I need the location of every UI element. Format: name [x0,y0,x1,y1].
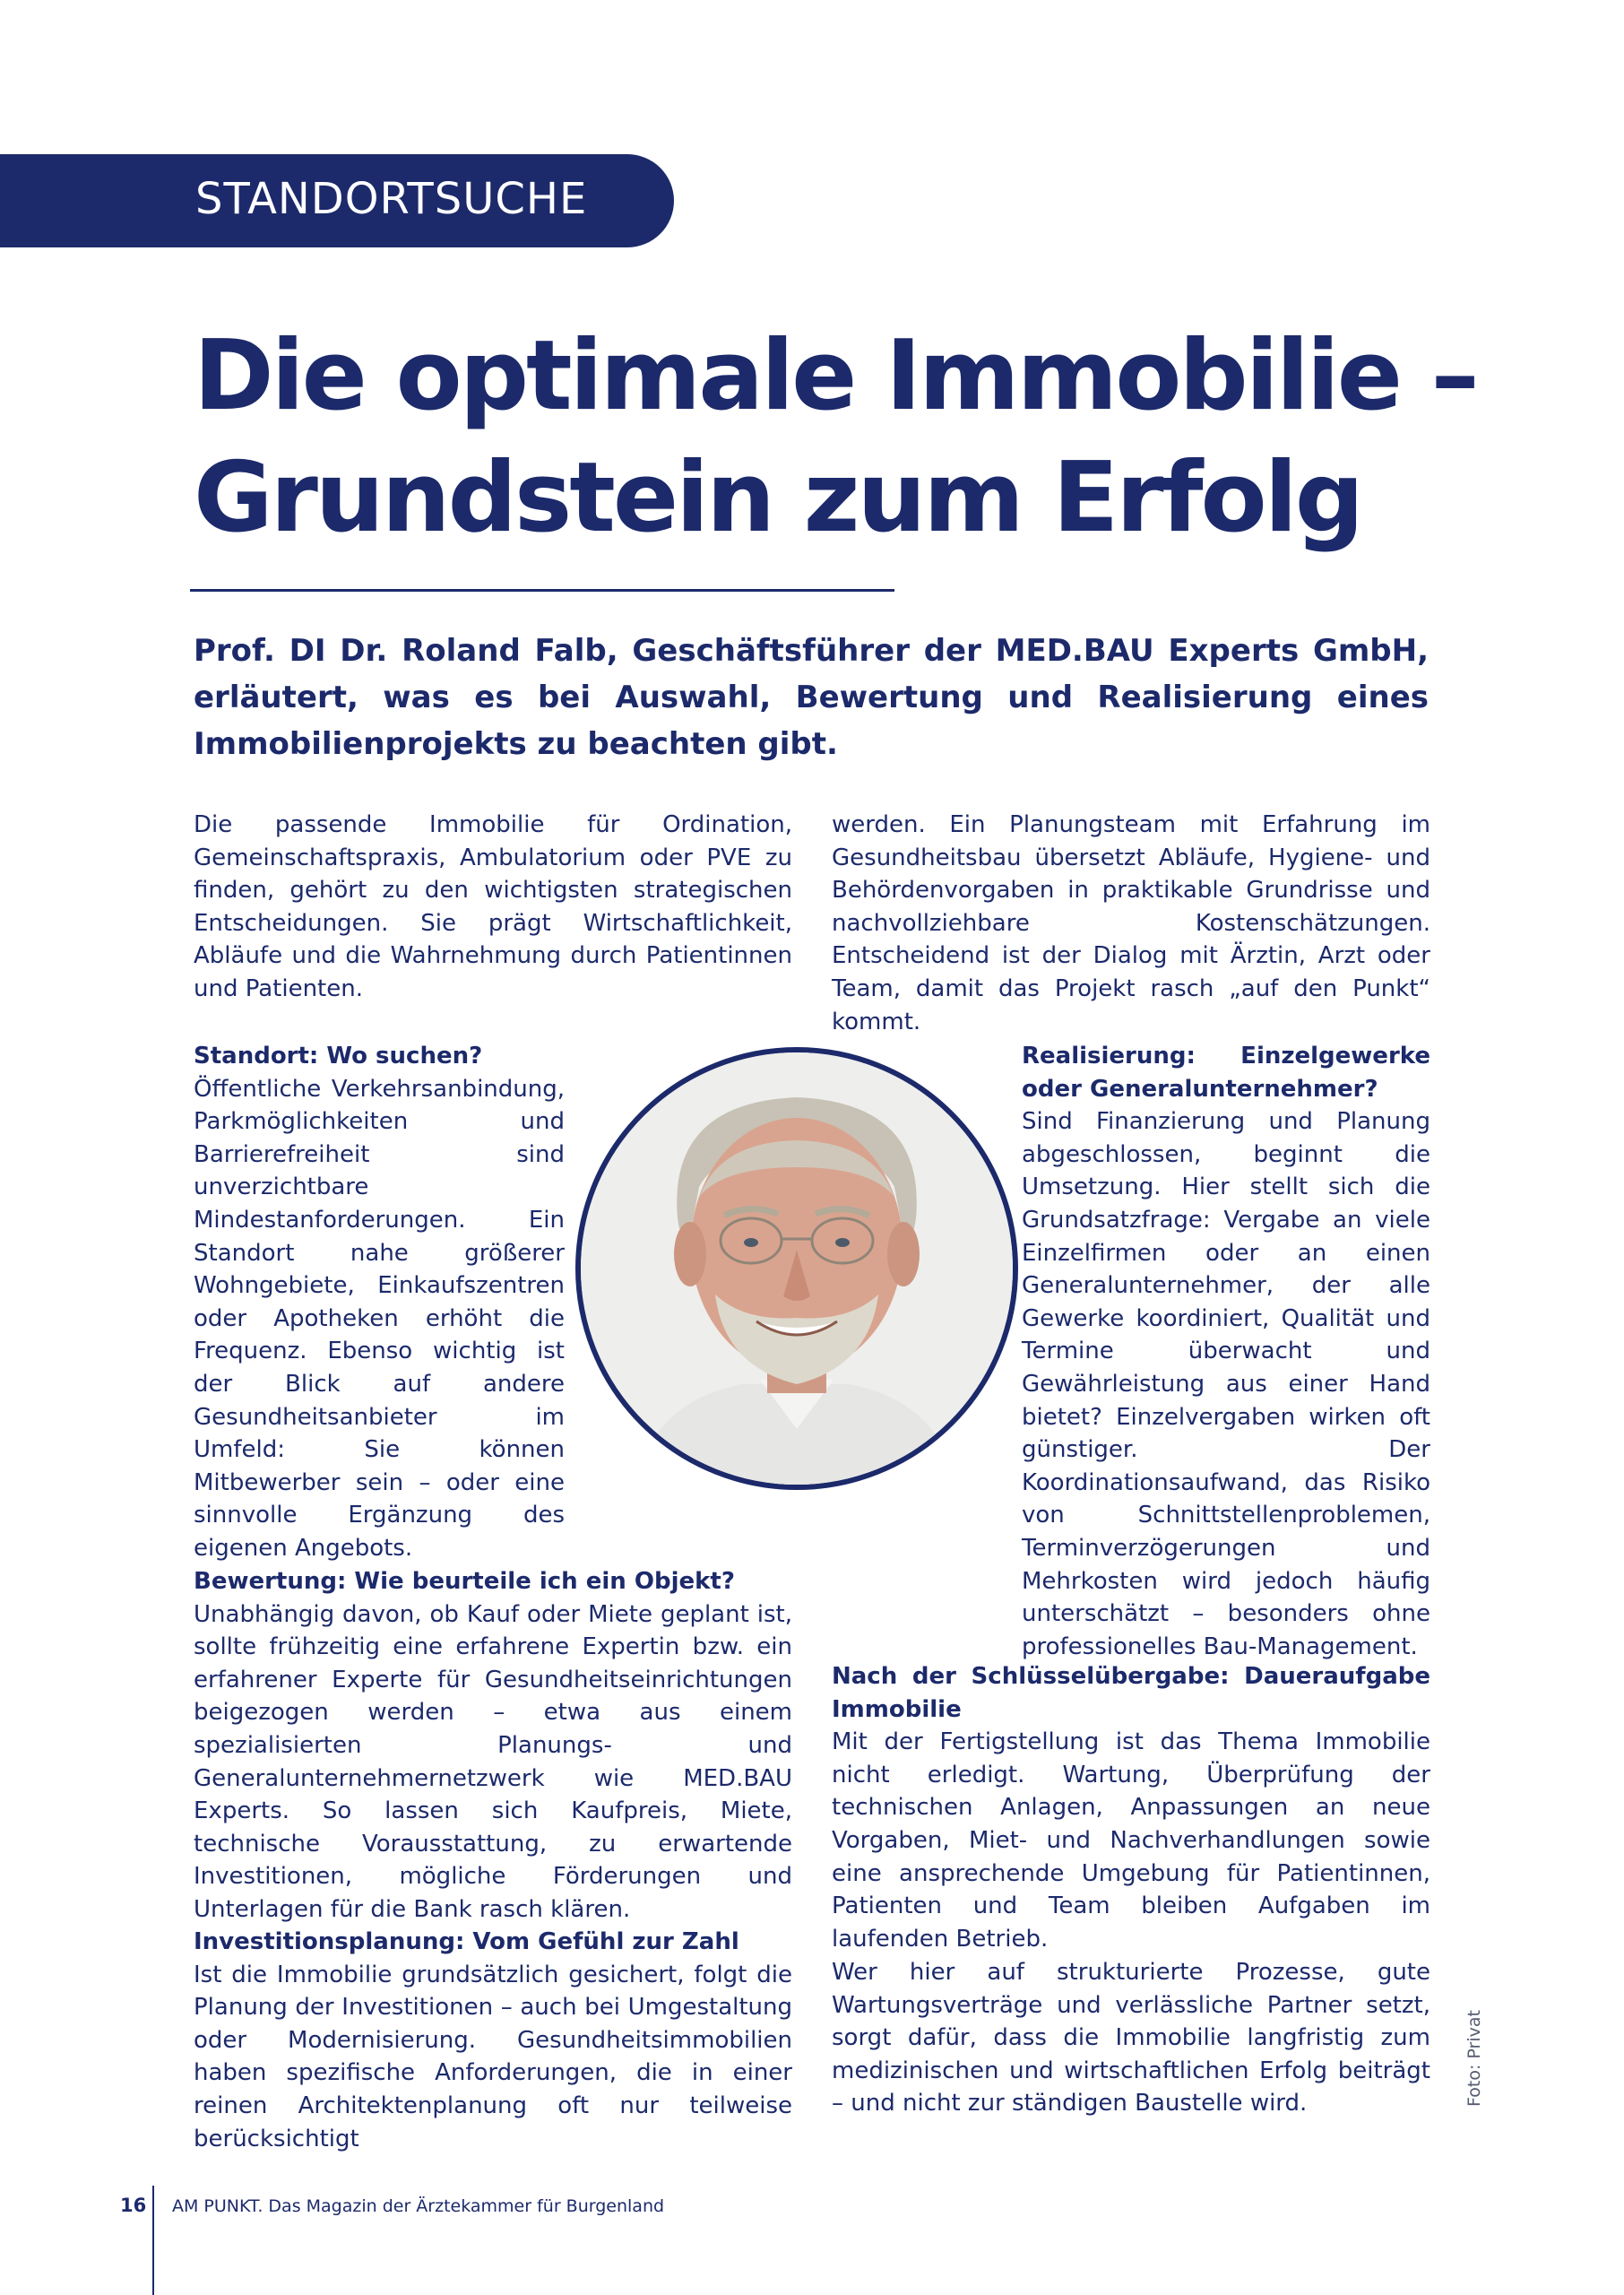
portrait-photo [575,1047,1018,1490]
section-realisierung-body: Sind Finanzierung und Planung abgeschlossen, beginnt die Umsetzung. Hier stellt sich die Grundsatzfrage: Vergabe an viele Einzelfirmen oder an einen Generalunternehmer, der alle Gewerke koordiniert, Qualität und Termine überwacht und Gewährleistung aus einer Hand bietet? Einzelvergaben wirken oft günstiger. Der Koordinationsaufwand, das Risiko von Schnittstellenproblemen, Terminverzögerungen und Mehrkosten wird jedoch häufig unterschätzt – besonders ohne professionelles Bau-Management. [1022,1108,1430,1660]
headline-divider [190,589,894,592]
section-investition-heading: Investitionsplanung: Vom Gefühl zur Zahl [194,1928,739,1955]
section-realisierung [1022,1040,1430,1663]
photo-credit: Foto: Privat [1464,2010,1484,2107]
section-realisierung-heading: Realisierung: Einzelgewerke oder Generalunternehmer? [1022,1043,1430,1103]
section-standort-body: Öffentliche Verkehrsanbindung, Parkmöglichkeiten und Barrierefreiheit sind unverzichtbare Mindestanforderungen. Ein Standort nahe größerer Wohngebiete, Einkaufszentren oder Apotheken erhöht die Frequenz. Ebenso wichtig ist der Blick auf andere Gesundheitsanbieter im Umfeld: Sie können Mitbewerber sein – oder eine sinnvolle Ergänzung des eigenen Angebots. [194,1075,565,1562]
section-investition [194,1926,792,2155]
page-number: 16 [120,2195,147,2216]
footer-divider [152,2186,154,2295]
section-schluessel [832,1660,1430,1955]
portrait-illustration [581,1052,1013,1485]
headline-line-2: Grundstein zum Erfolg [194,442,1362,554]
footer-magazine-title: AM PUNKT. Das Magazin der Ärztekammer für Burgenland [172,2196,665,2216]
section-bewertung-body: Unabhängig davon, ob Kauf oder Miete geplant ist, sollte frühzeitig eine erfahrene Expertin bzw. ein erfahrener Experte für Gesundheitseinrichtungen beigezogen werden – etwa aus einem spezialisierten Planungs- und Generalunternehmernetzwerk wie MED.BAU Experts. So lassen sich Kaufpreis, Miete, technische Vorausstattung, zu erwartende Investitionen, mögliche Förderungen und Unterlagen für die Bank rasch klären. [194,1600,792,1923]
intro-paragraph-right: werden. Ein Planungsteam mit Erfahrung im Gesundheitsbau übersetzt Abläufe, Hygiene- und Behördenvorgaben in praktikable Grundrisse und nachvollziehbare Kostenschätzungen. Entscheidend ist der Dialog mit Ärztin, Arzt oder Team, damit das Projekt rasch „auf den Punkt“ kommt. [832,811,1430,1035]
section-standort [194,1040,565,1565]
section-schluessel-heading: Nach der Schlüsselübergabe: Daueraufgabe Immobilie [832,1663,1430,1723]
section-bewertung [194,1565,792,1927]
section-standort-heading: Standort: Wo suchen? [194,1043,483,1070]
intro-paragraph-left: Die passende Immobilie für Ordination, Gemeinschaftspraxis, Ambulatorium oder PVE zu finden, gehört zu den wichtigsten strategischen Entscheidungen. Sie prägt Wirtschaftlichkeit, Abläufe und die Wahrnehmung durch Patientinnen und Patienten. [194,811,792,1002]
section-bewertung-heading: Bewertung: Wie beurteile ich ein Objekt? [194,1568,735,1595]
section-investition-body: Ist die Immobilie grundsätzlich gesichert, folgt die Planung der Investitionen – auch bei Umgestaltung oder Modernisierung. Gesundheitsimmobilien haben spezifische Anforderungen, die in einer reinen Architektenplanung oft nur teilweise berücksichtigt [194,1961,792,2152]
section-tag [0,154,674,247]
section-tag-label: STANDORTSUCHE [195,174,588,224]
section-schluessel-body: Mit der Fertigstellung ist das Thema Immobilie nicht erledigt. Wartung, Überprüfung der technischen Anlagen, Anpassungen an neue Vorgaben, Miet- und Nachverhandlungen sowie eine ansprechende Umgebung für Patientinnen, Patienten und Team bleiben Aufgaben im laufenden Betrieb. [832,1728,1430,1953]
headline [194,316,1538,559]
closing-paragraph: Wer hier auf strukturierte Prozesse, gute Wartungsverträge und verlässliche Partner setzt, sorgt dafür, dass die Immobilie langfristig zum medizinischen und wirtschaftlichen Erfolg beiträgt – und nicht zur ständigen Baustelle wird. [832,1959,1430,2117]
headline-line-1: Die optimale Immobilie – [194,320,1477,432]
lead-paragraph: Prof. DI Dr. Roland Falb, Geschäftsführer der MED.BAU Experts GmbH, erläutert, was es bei Auswahl, Bewertung und Realisierung eines Immobilienprojekts zu beachten gibt. [194,633,1429,762]
